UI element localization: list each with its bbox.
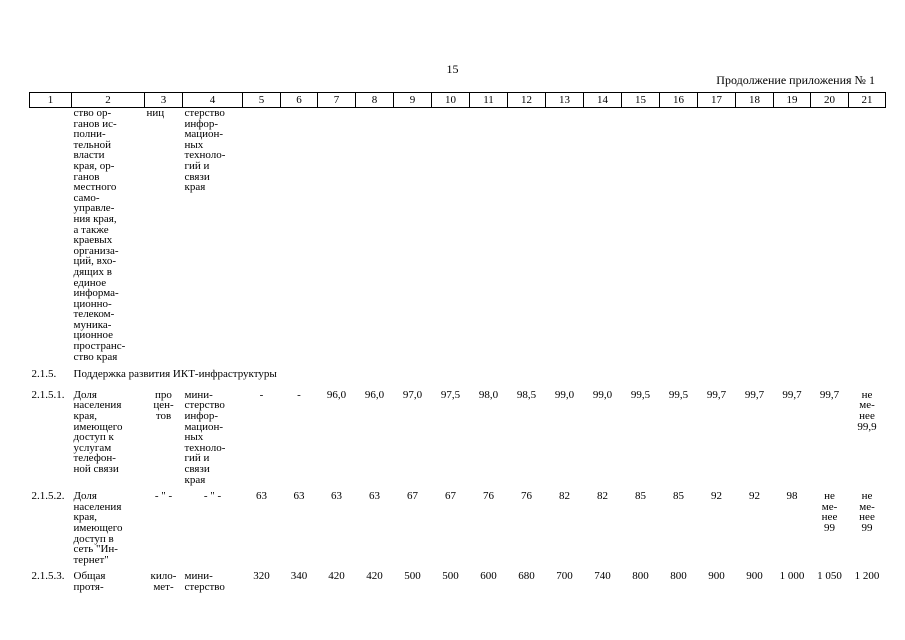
row-code: 2.1.5.3. <box>31 570 65 583</box>
value-cell: 600 <box>480 570 497 583</box>
header-cell: 7 <box>318 93 356 108</box>
value-cell: 76 <box>521 490 532 503</box>
table-row <box>30 384 886 485</box>
value-cell: 420 <box>366 570 383 583</box>
row-code: 2.1.5.2. <box>31 490 65 503</box>
cont-unit: ниц <box>146 107 165 119</box>
row-exec: мини- стерство <box>184 570 225 593</box>
value-cell: не ме- нее 99,9 <box>857 388 877 433</box>
value-cell: 63 <box>293 490 305 503</box>
header-cell: 4 <box>183 93 243 108</box>
value-cell: 900 <box>708 570 725 583</box>
section-code: 2.1.5. <box>31 368 57 381</box>
value-cell: 99,0 <box>592 388 613 401</box>
header-cell: 15 <box>622 93 660 108</box>
header-cell: 8 <box>356 93 394 108</box>
value-cell: 98,5 <box>516 388 537 401</box>
value-cell: 900 <box>746 570 763 583</box>
appendix-table <box>29 92 886 593</box>
value-cell: 98 <box>786 490 798 503</box>
value-cell: 1 000 <box>779 570 805 583</box>
value-cell: 67 <box>407 490 418 503</box>
value-cell: 99,7 <box>819 388 840 401</box>
value-cell: - <box>297 388 301 401</box>
cont-name: ство ор- ганов ис- полни- тельной власти края, ор- ганов местного само- управле- ния края, а также краевых организа- ций, вхо- дящих в единое информа- ционно- телеком- муника- ционное пространс- ство края <box>73 107 126 363</box>
value-cell: 67 <box>445 490 456 503</box>
value-cell: 500 <box>404 570 421 583</box>
header-cell: 20 <box>811 93 849 108</box>
value-cell: 63 <box>256 490 267 503</box>
row-unit: кило- мет- <box>150 570 177 593</box>
value-cell: 99,7 <box>744 388 765 401</box>
value-cell: 99,5 <box>668 388 689 401</box>
value-cell: 97,5 <box>440 388 461 401</box>
value-cell: 85 <box>673 490 684 503</box>
header-cell: 2 <box>72 93 145 108</box>
value-cell: 500 <box>442 570 459 583</box>
header-cell: 6 <box>281 93 318 108</box>
value-cell: 99,7 <box>782 388 802 401</box>
header-cell: 17 <box>698 93 736 108</box>
header-cell: 16 <box>660 93 698 108</box>
value-cell: 800 <box>632 570 649 583</box>
value-cell: 1 200 <box>854 570 880 583</box>
value-cell: 92 <box>711 490 722 503</box>
value-cell: 99,0 <box>554 388 575 401</box>
row-code: 2.1.5.1. <box>31 388 65 401</box>
cont-exec: стерство инфор- мацион- ных техноло- гий и связи края <box>184 107 226 194</box>
continuation-label: Продолжение приложения № 1 <box>716 73 875 87</box>
header-cell: 3 <box>145 93 183 108</box>
value-cell: 98,0 <box>478 388 499 401</box>
value-cell: 800 <box>670 570 687 583</box>
value-cell: 96,0 <box>364 388 385 401</box>
header-cell: 11 <box>470 93 508 108</box>
header-cell: 19 <box>774 93 811 108</box>
continued-row <box>30 108 886 363</box>
value-cell: - <box>259 388 264 401</box>
value-cell: 63 <box>331 490 342 503</box>
row-name: Доля населения края, имеющего доступ в сеть "Ин- тернет" <box>73 490 123 566</box>
value-cell: 85 <box>635 490 646 503</box>
value-cell: 76 <box>483 490 494 503</box>
header-cell: 14 <box>584 93 622 108</box>
value-cell: 340 <box>290 570 308 583</box>
section-row <box>30 362 886 384</box>
page-number: 15 <box>446 62 459 76</box>
header-row <box>30 93 886 108</box>
value-cell: 99,7 <box>706 388 727 401</box>
row-exec: - " - <box>203 490 222 503</box>
header-cell: 18 <box>736 93 774 108</box>
section-title: Поддержка развития ИКТ-инфраструктуры <box>73 368 277 381</box>
value-cell: не ме- нее 99 <box>859 490 875 534</box>
value-cell: 82 <box>559 490 570 503</box>
value-cell: 96,0 <box>326 388 347 401</box>
row-exec: мини- стерство инфор- мацион- ных техноло- гий и связи края <box>184 388 226 486</box>
header-cell: 9 <box>394 93 432 108</box>
value-cell: 740 <box>594 570 611 583</box>
header-cell: 5 <box>243 93 281 108</box>
row-name: Доля населения края, имеющего доступ к услугам телефон- ной связи <box>73 388 123 475</box>
value-cell: 320 <box>253 570 270 583</box>
value-cell: 99,5 <box>630 388 651 401</box>
value-cell: не ме- нее 99 <box>821 490 838 534</box>
header-cell: 1 <box>30 93 72 108</box>
value-cell: 82 <box>597 490 608 503</box>
row-unit: - " - <box>154 490 173 503</box>
value-cell: 92 <box>749 490 760 503</box>
header-cell: 10 <box>432 93 470 108</box>
value-cell: 680 <box>518 570 535 583</box>
header-cell: 13 <box>546 93 584 108</box>
header-cell: 21 <box>849 93 886 108</box>
table-row <box>30 485 886 565</box>
value-cell: 63 <box>369 490 380 503</box>
row-name: Общая протя- <box>73 570 106 593</box>
value-cell: 97,0 <box>402 388 423 401</box>
value-cell: 1 050 <box>817 570 842 583</box>
value-cell: 700 <box>556 570 573 583</box>
table-row <box>30 565 886 592</box>
header-cell: 12 <box>508 93 546 108</box>
value-cell: 420 <box>328 570 345 583</box>
row-unit: про цен- тов <box>153 388 174 423</box>
